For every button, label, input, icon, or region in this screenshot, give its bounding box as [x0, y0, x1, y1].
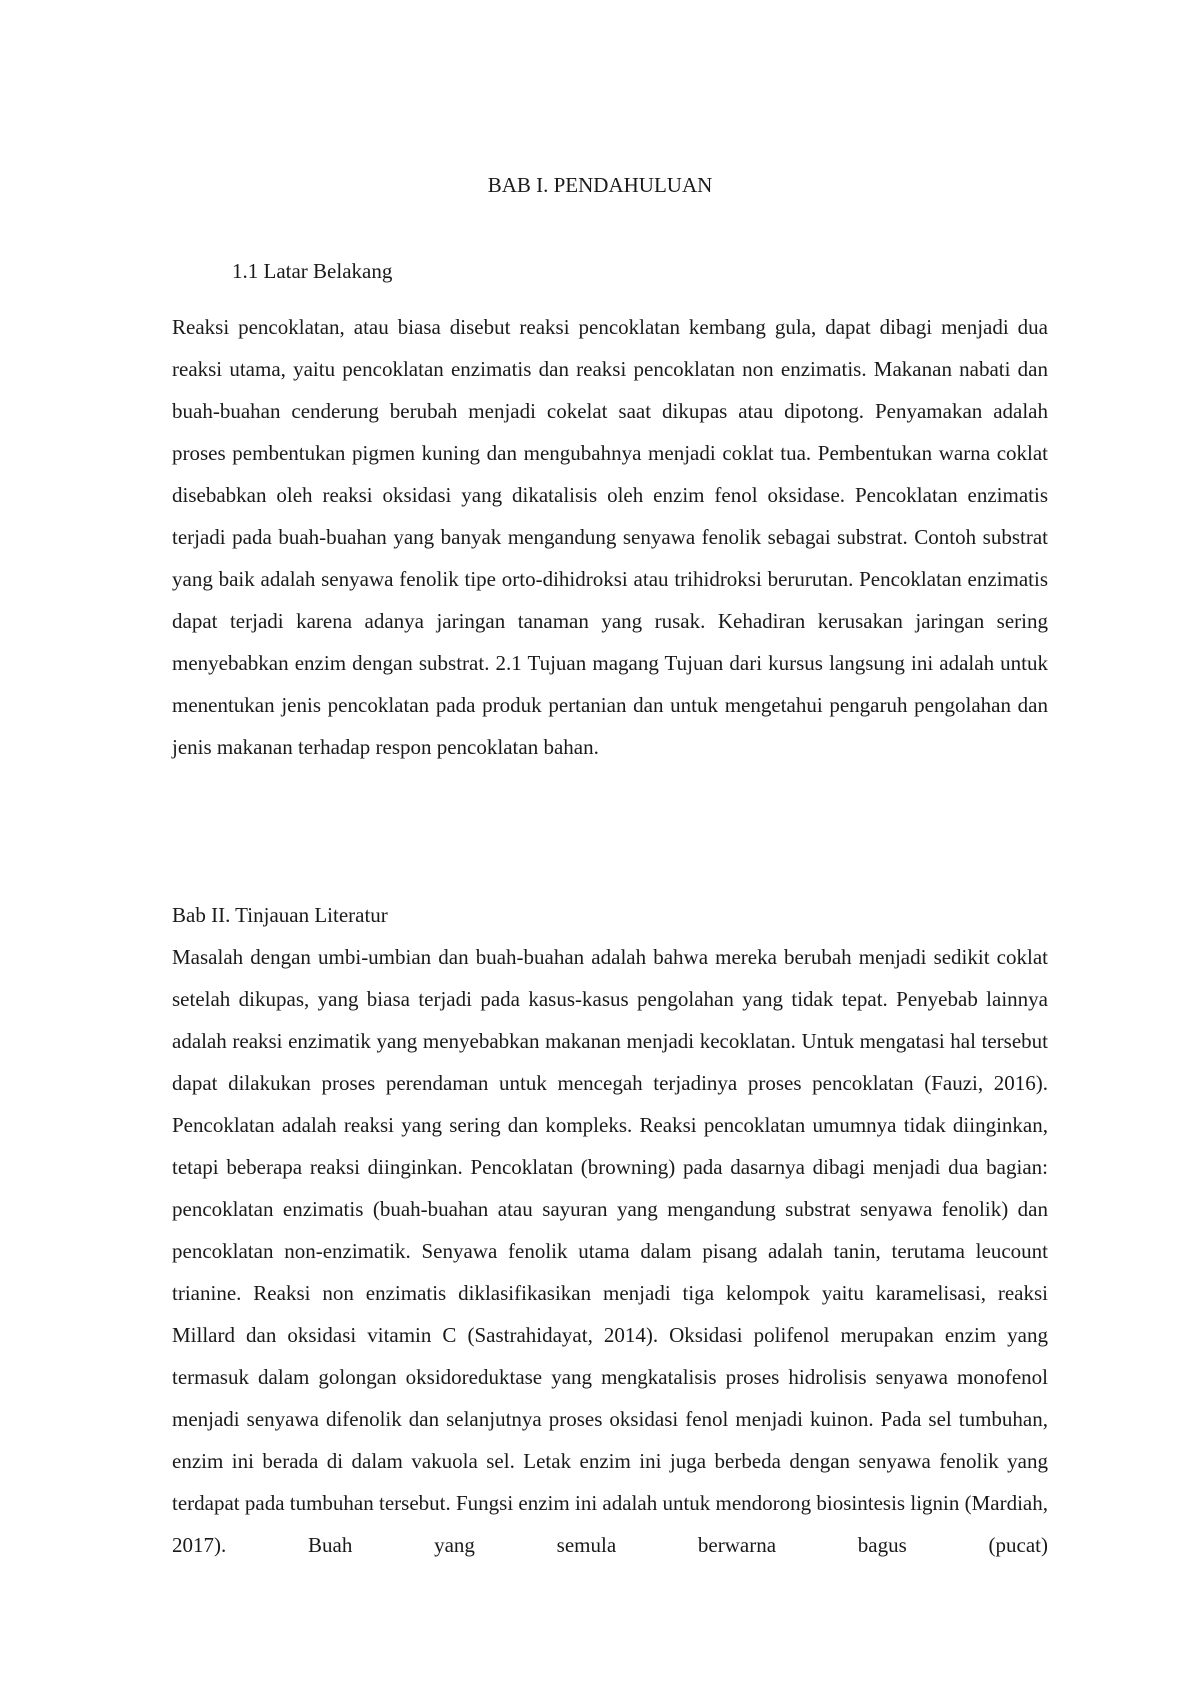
chapter-one-title: BAB I. PENDAHULUAN [487, 173, 713, 197]
literature-paragraph: Masalah dengan umbi-umbian dan buah-buahan adalah bahwa mereka berubah menjadi sedikit coklat setelah dikupas, yang biasa terjadi pada kasus-kasus pengolahan yang tidak tepat. Penyebab lainnya adalah reaksi enzimatik yang menyebabkan makanan menjadi kecoklatan. Untuk mengatasi hal tersebut dapat dilakukan proses perendaman untuk mencegah terjadinya proses pencoklatan (Fauzi, 2016). Pencoklatan adalah reaksi yang sering dan kompleks. Reaksi pencoklatan umumnya tidak diinginkan, tetapi beberapa reaksi diinginkan. Pencoklatan (browning) pada dasarnya dibagi menjadi dua bagian: pencoklatan enzimatis (buah-buahan atau sayuran yang mengandung substrat senyawa fenolik) dan pencoklatan non-enzimatik. Senyawa fenolik utama dalam pisang adalah tanin, terutama leucount trianine. Reaksi non enzimatis diklasifikasikan menjadi tiga kelompok yaitu karamelisasi, reaksi Millard dan oksidasi vitamin C (Sastrahidayat, 2014). Oksidasi polifenol merupakan enzim yang termasuk dalam golongan oksidoreduktase yang mengkatalisis proses hidrolisis senyawa monofenol menjadi senyawa difenolik dan selanjutnya proses oksidasi fenol menjadi kuinon. Pada sel tumbuhan, enzim ini berada di dalam vakuola sel. Letak enzim ini juga berbeda dengan senyawa fenolik yang terdapat pada tumbuhan tersebut. Fungsi enzim ini adalah untuk mendorong biosintesis lignin (Mardiah, 2017). Buah yang semula berwarna bagus (pucat) [172, 945, 1048, 1557]
chapter-two-title: Bab II. Tinjauan Literatur [172, 903, 388, 927]
intro-paragraph: Reaksi pencoklatan, atau biasa disebut reaksi pencoklatan kembang gula, dapat dibagi menjadi dua reaksi utama, yaitu pencoklatan enzimatis dan reaksi pencoklatan non enzimatis. Makanan nabati dan buah-buahan cenderung berubah menjadi cokelat saat dikupas atau dipotong. Penyamakan adalah proses pembentukan pigmen kuning dan mengubahnya menjadi coklat tua. Pembentukan warna coklat disebabkan oleh reaksi oksidasi yang dikatalisis oleh enzim fenol oksidase. Pencoklatan enzimatis terjadi pada buah-buahan yang banyak mengandung senyawa fenolik sebagai substrat. Contoh substrat yang baik adalah senyawa fenolik tipe orto-dihidroksi atau trihidroksi berurutan. Pencoklatan enzimatis dapat terjadi karena adanya jaringan tanaman yang rusak. Kehadiran kerusakan jaringan sering menyebabkan enzim dengan substrat. 2.1 Tujuan magang Tujuan dari kursus langsung ini adalah untuk menentukan jenis pencoklatan pada produk pertanian dan untuk mengetahui pengaruh pengolahan dan jenis makanan terhadap respon pencoklatan bahan. [172, 315, 1048, 759]
section-heading-background: 1.1 Latar Belakang [232, 259, 393, 283]
